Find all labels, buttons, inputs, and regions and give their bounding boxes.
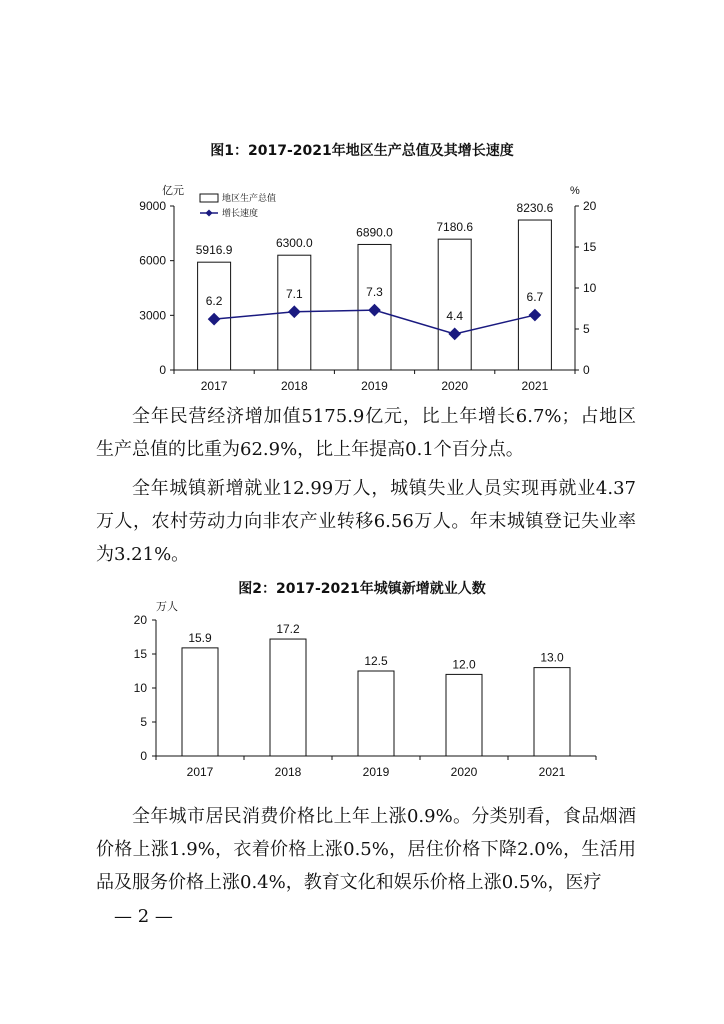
- employment-bar-label: 12.0: [452, 657, 476, 672]
- y-tick-label: 20: [133, 613, 147, 627]
- right-tick-label: 20: [583, 199, 597, 213]
- employment-bar-label: 13.0: [540, 650, 564, 665]
- growth-label: 6.7: [526, 290, 544, 305]
- x-tick-label: 2020: [450, 765, 478, 779]
- chart2-title: 图2：2017-2021年城镇新增就业人数: [238, 581, 486, 597]
- employment-chart: [120, 598, 620, 783]
- x-tick-label: 2020: [441, 379, 469, 393]
- right-tick-label: 5: [583, 322, 590, 336]
- gdp-bar-label: 7180.6: [436, 220, 474, 235]
- employment-bar: [534, 668, 570, 756]
- gdp-bar-label: 8230.6: [516, 201, 554, 216]
- paragraph-private-economy: 全年民营经济增加值5175.9亿元，比上年增长6.7%；占地区生产总值的比重为62.9%，比上年提高0.1个百分点。: [96, 406, 636, 460]
- right-tick-label: 0: [583, 363, 590, 377]
- paragraph-employment: 全年城镇新增就业12.99万人，城镇失业人员实现再就业4.37万人，农村劳动力向非农产业转移6.56万人。年末城镇登记失业率为3.21%。: [96, 478, 636, 565]
- legend-bar-label: 地区生产总值: [222, 193, 277, 203]
- employment-bar: [270, 639, 306, 756]
- employment-bar: [182, 648, 218, 756]
- x-tick-label: 2021: [521, 379, 549, 393]
- page-number: — 2 —: [114, 906, 173, 927]
- gdp-bar-label: 6300.0: [275, 236, 313, 251]
- employment-bar: [446, 674, 482, 756]
- employment-bar: [358, 671, 394, 756]
- x-tick-label: 2017: [200, 379, 228, 393]
- gdp-bar: [438, 239, 471, 370]
- growth-label: 6.2: [205, 294, 223, 309]
- gdp-left-unit: 亿元: [162, 185, 184, 197]
- left-tick-label: 9000: [139, 199, 166, 213]
- chart1-title: 图1：2017-2021年地区生产总值及其增长速度: [210, 143, 514, 159]
- legend-line-marker: [205, 209, 212, 216]
- x-tick-label: 2021: [538, 765, 566, 779]
- x-tick-label: 2018: [274, 765, 302, 779]
- legend-bar-swatch: [200, 194, 218, 202]
- gdp-legend: [200, 192, 276, 218]
- gdp-chart: [120, 180, 620, 400]
- y-tick-label: 15: [133, 647, 147, 661]
- y-tick-label: 10: [133, 681, 147, 695]
- employment-bar-label: 15.9: [188, 630, 212, 645]
- employment-bar-label: 12.5: [364, 654, 388, 668]
- x-tick-label: 2019: [362, 765, 390, 779]
- legend-line-label: 增长速度: [222, 208, 259, 218]
- paragraph-cpi: 全年城市居民消费价格比上年上涨0.9%。分类别看，食品烟酒价格上涨1.9%，衣着价格上涨0.5%，居住价格下降2.0%，生活用品及服务价格上涨0.4%，教育文化和娱乐价格上涨0.5%，医疗: [96, 806, 636, 893]
- x-tick-label: 2019: [361, 379, 388, 393]
- growth-label: 4.4: [446, 308, 464, 323]
- x-tick-label: 2017: [186, 765, 214, 779]
- right-tick-label: 10: [583, 281, 597, 295]
- left-tick-label: 3000: [139, 308, 166, 323]
- left-tick-label: 6000: [139, 253, 166, 268]
- growth-label: 7.1: [285, 286, 303, 301]
- gdp-bar-label: 6890.0: [356, 225, 393, 240]
- growth-label: 7.3: [366, 285, 383, 300]
- employment-value-labels: [188, 622, 564, 671]
- gdp-bar-label: 5916.9: [195, 243, 233, 258]
- right-tick-label: 15: [583, 240, 597, 254]
- y-tick-label: 5: [140, 715, 147, 729]
- gdp-right-unit: %: [570, 185, 580, 197]
- employment-unit: 万人: [156, 601, 178, 613]
- y-tick-label: 0: [140, 749, 147, 763]
- left-tick-label: 0: [159, 363, 166, 377]
- employment-bar-label: 17.2: [276, 622, 300, 637]
- x-tick-label: 2018: [280, 379, 308, 393]
